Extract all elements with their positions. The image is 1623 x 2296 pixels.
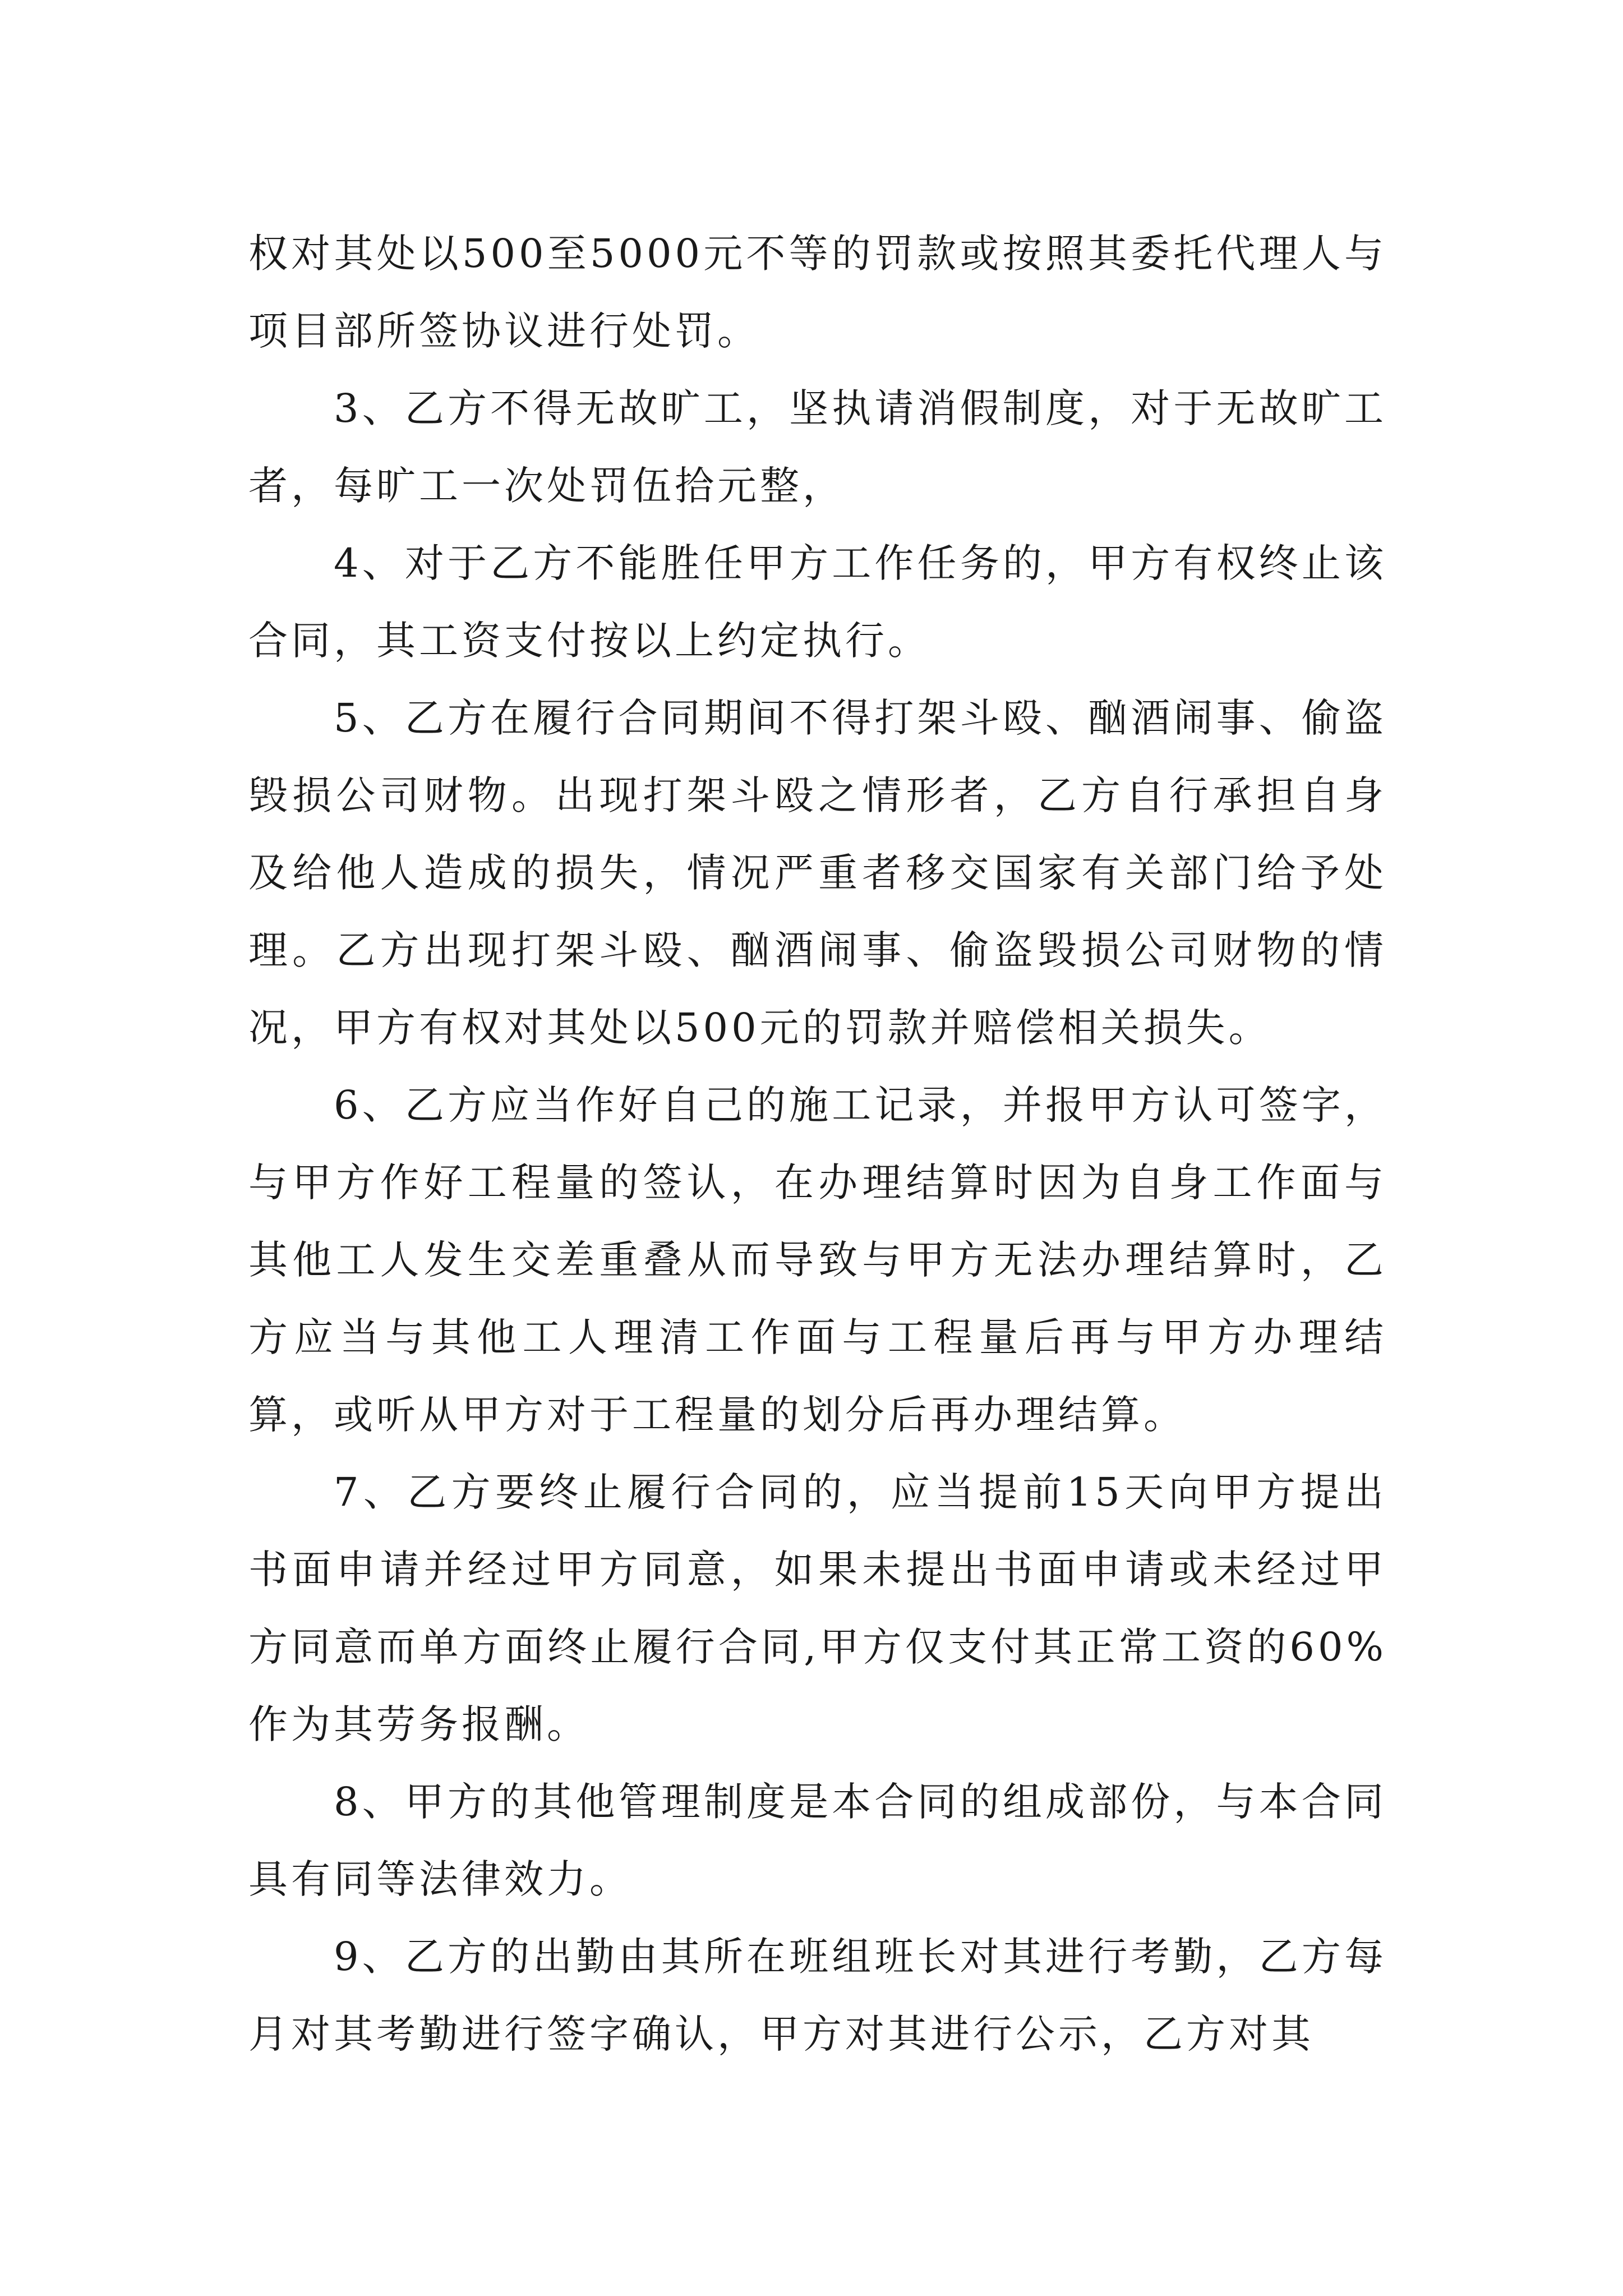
document-body: [248, 215, 1387, 2073]
paragraph-clause-3: 3、乙方不得无故旷工，坚执请消假制度，对于无故旷工者，每旷工一次处罚伍拾元整，: [248, 385, 1387, 509]
paragraph-clause-8: 8、甲方的其他管理制度是本合同的组成部份，与本合同具有同等法律效力。: [248, 1779, 1387, 1902]
paragraph-clause-6: 6、乙方应当作好自己的施工记录，并报甲方认可签字，与甲方作好工程量的签认，在办理结算时因为自身工作面与其他工人发生交差重叠从而导致与甲方无法办理结算时，乙方应当与其他工人理清工作面与工程量后再与甲方办理结算，或听从甲方对于工程量的划分后再办理结算。: [248, 1082, 1387, 1438]
paragraph-clause-7: 7、乙方要终止履行合同的，应当提前15天向甲方提出书面申请并经过甲方同意，如果未提出书面申请或未经过甲方同意而单方面终止履行合同,甲方仅支付其正常工资的60%作为其劳务报酬。: [248, 1469, 1387, 1747]
paragraph-clause-4: 4、对于乙方不能胜任甲方工作任务的，甲方有权终止该合同，其工资支付按以上约定执行。: [248, 540, 1387, 664]
paragraph-continuation: 权对其处以500至5000元不等的罚款或按照其委托代理人与项目部所签协议进行处罚。: [248, 231, 1387, 354]
paragraph-clause-9: 9、乙方的出勤由其所在班组班长对其进行考勤，乙方每月对其考勤进行签字确认，甲方对其进行公示，乙方对其: [248, 1934, 1387, 2057]
paragraph-clause-5: 5、乙方在履行合同期间不得打架斗殴、酗酒闹事、偷盗毁损公司财物。出现打架斗殴之情形者，乙方自行承担自身及给他人造成的损失，情况严重者移交国家有关部门给予处理。乙方出现打架斗殴、酗酒闹事、偷盗毁损公司财物的情况，甲方有权对其处以500元的罚款并赔偿相关损失。: [248, 695, 1387, 1051]
